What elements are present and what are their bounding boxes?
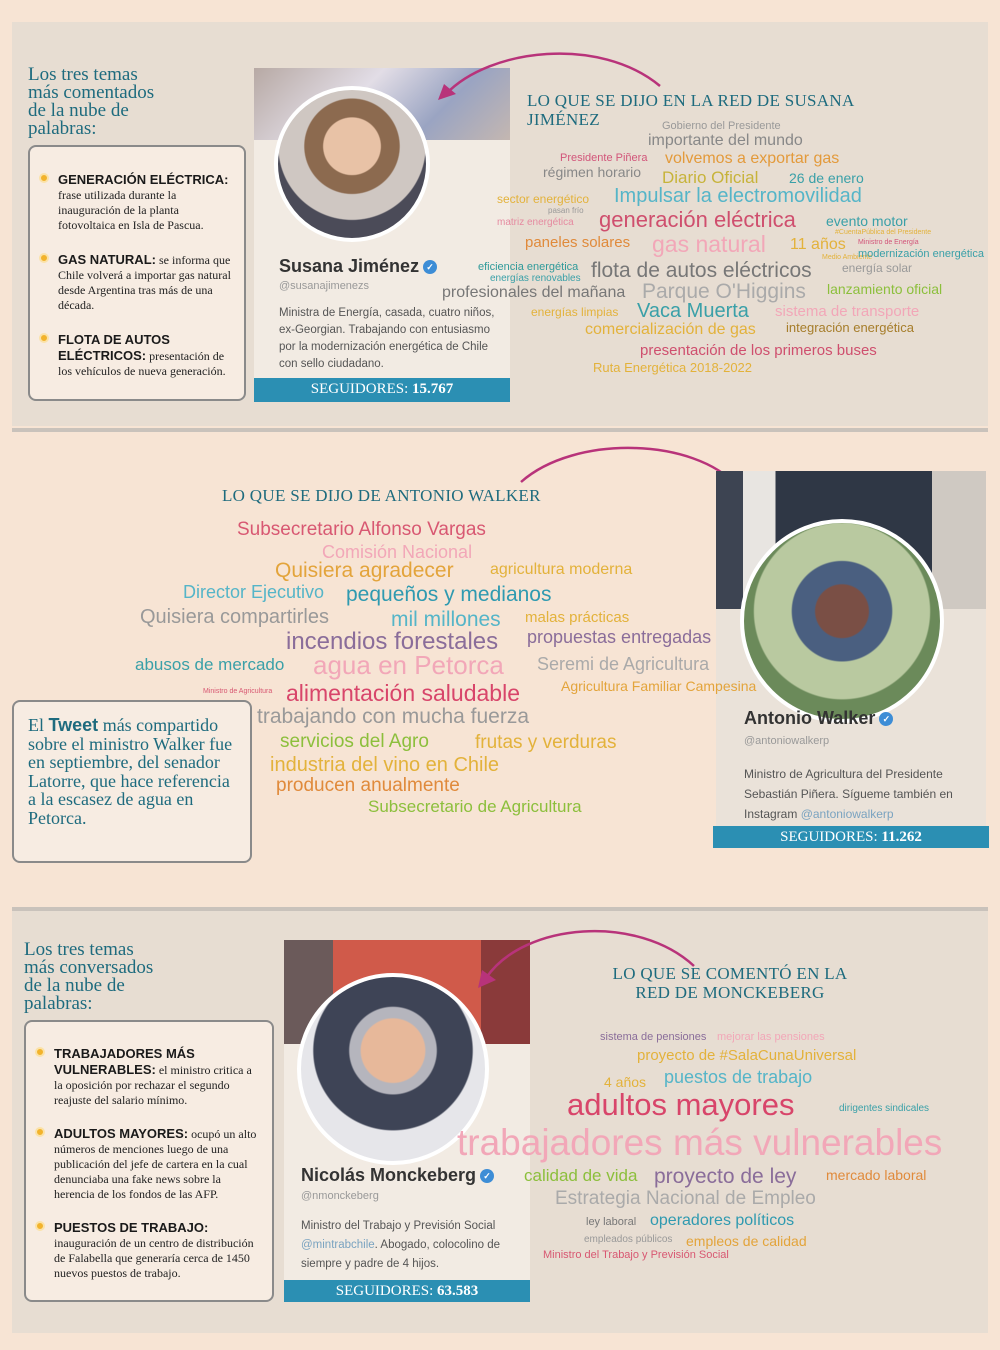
word: Impulsar la electromovilidad	[614, 185, 862, 207]
word: generación eléctrica	[599, 207, 796, 232]
word: proyecto de ley	[654, 1165, 797, 1188]
avatar	[740, 519, 944, 723]
word: Presidente Piñera	[560, 152, 648, 164]
word: Vaca Muerta	[637, 300, 749, 322]
word: Quisiera compartirles	[140, 606, 329, 628]
word: abusos de mercado	[135, 655, 285, 674]
avatar	[274, 86, 430, 242]
word: malas prácticas	[525, 609, 630, 626]
word: #CuentaPública del Presidente	[835, 229, 932, 236]
word: eficiencia energética	[478, 261, 579, 273]
word: evento motor	[826, 213, 908, 229]
word: Quisiera agradecer	[275, 559, 454, 582]
verified-icon: ✓	[423, 260, 437, 274]
word: pasan frío	[548, 206, 584, 215]
followers-bar: SEGUIDORES: 15.767	[254, 378, 510, 402]
word: flota de autos eléctricos	[591, 259, 812, 282]
word: lanzamiento oficial	[827, 281, 943, 297]
word: Estrategia Nacional de Empleo	[555, 1188, 816, 1209]
word: servicios del Agro	[280, 731, 429, 752]
section3-topics-box	[24, 1020, 274, 1302]
word: integración energética	[786, 320, 914, 335]
word: régimen horario	[543, 164, 642, 180]
bullet-icon	[35, 1047, 45, 1057]
bullet-icon	[35, 1127, 45, 1137]
verified-icon: ✓	[879, 712, 893, 726]
word: paneles solares	[525, 234, 631, 251]
verified-icon: ✓	[480, 1169, 494, 1183]
word: volvemos a exportar gas	[665, 150, 840, 167]
word: energías renovables	[490, 273, 581, 284]
word: Director Ejecutivo	[183, 582, 325, 602]
word: sector energético	[497, 192, 590, 206]
word: trabajadores más vulnerables	[457, 1122, 943, 1163]
word: trabajando con mucha fuerza	[257, 705, 530, 728]
profile-handle: @susanajimenezs	[279, 280, 370, 292]
bullet-icon	[39, 173, 49, 183]
followers-bar: SEGUIDORES: 11.262	[713, 826, 989, 848]
word: propuestas entregadas	[527, 627, 712, 647]
word: 4 años	[604, 1074, 647, 1090]
word: 11 años	[790, 236, 846, 253]
followers-bar: SEGUIDORES: 63.583	[284, 1280, 530, 1302]
word: producen anualmente	[276, 775, 460, 796]
word: Medio Ambiente	[822, 254, 873, 261]
profile-handle: @antoniowalkerp	[744, 735, 830, 747]
tweet-note-box: El Tweet más compartido sobre el ministro Walker fue en septiembre, del senador Latorre, que hace referencia a la escasez de agua en Petorca.	[12, 700, 252, 863]
profile-bio: Ministro de Agricultura del Presidente Sebastián Piñera. Sígueme también en Instagram @antoniowalkerp	[744, 767, 953, 821]
word: dirigentes sindicales	[839, 1103, 930, 1114]
word: Ministro de Agricultura	[203, 688, 273, 695]
word: industria del vino en Chile	[270, 754, 500, 776]
profile-card-susana	[254, 68, 510, 400]
word: Subsecretario de Agricultura	[368, 797, 582, 816]
word: sistema de pensiones	[600, 1031, 707, 1043]
word: Parque O'Higgins	[642, 280, 806, 303]
section2-cloud-title: LO QUE SE DIJO DE ANTONIO WALKER	[222, 486, 541, 505]
word: mejorar las pensiones	[717, 1031, 825, 1043]
topic-item: GENERACIÓN ELÉCTRICA: frase utilizada durante la inauguración de la planta fotovoltaica en Isla de Pascua.	[58, 172, 234, 233]
word: proyecto de #SalaCunaUniversal	[637, 1047, 857, 1064]
word: comercialización de gas	[585, 321, 756, 338]
word: energías limpias	[531, 305, 619, 319]
word: mil millones	[391, 608, 501, 631]
word: matriz energética	[497, 217, 574, 228]
word: agricultura moderna	[490, 561, 633, 578]
section1-cloud-title: LO QUE SE DIJO EN LA RED DE SUSANA JIMÉNEZ	[527, 91, 854, 129]
topic-item: TRABAJADORES MÁS VULNERABLES: el ministro critica a la oposición por rechazar el segundo reajuste del salario mínimo.	[54, 1046, 262, 1108]
word: energía solar	[842, 261, 913, 275]
word: Diario Oficial	[662, 168, 759, 187]
word: calidad de vida	[524, 1166, 638, 1185]
profile-handle: @nmonckeberg	[301, 1190, 379, 1202]
word: alimentación saludable	[286, 680, 520, 706]
word: Comisión Nacional	[322, 542, 473, 562]
word: agua en Petorca	[313, 650, 504, 680]
profile-name: Susana Jiménez ✓	[279, 256, 437, 277]
word: incendios forestales	[286, 628, 499, 655]
word: Seremi de Agricultura	[537, 654, 710, 674]
word: Subsecretario Alfonso Vargas	[237, 519, 486, 540]
word: Ministro del Trabajo y Previsión Social	[543, 1249, 729, 1261]
profile-name: Antonio Walker ✓	[744, 708, 893, 729]
bullet-icon	[35, 1221, 45, 1231]
word: Agricultura Familiar Campesina	[561, 678, 757, 694]
section1-topics-box	[28, 145, 246, 401]
section-divider	[12, 428, 988, 432]
profile-bio: Ministra de Energía, casada, cuatro niños, ex-Georgian. Trabajando con entusiasmo por la modernización energética de Chile con sello ciudadano.	[279, 307, 495, 370]
word: empleados públicos	[584, 1234, 673, 1245]
topic-item: PUESTOS DE TRABAJO: inauguración de un centro de distribución de Falabella que generaría cerca de 1450 nuevos puestos de trabajo.	[54, 1220, 262, 1281]
word: Gobierno del Presidente	[662, 120, 781, 132]
word: sistema de transporte	[775, 303, 920, 320]
section3-intro: Los tres temas más conversados de la nube de palabras:	[24, 939, 154, 1014]
topic-item: GAS NATURAL: se informa que Chile volverá a importar gas natural desde Argentina tras más de una década.	[58, 252, 234, 313]
word: mercado laboral	[826, 1167, 927, 1183]
word: puestos de trabajo	[664, 1067, 813, 1087]
section1-intro: Los tres temas más comentados de la nube de palabras:	[28, 64, 155, 139]
topic-item: ADULTOS MAYORES: ocupó un alto números de menciones luego de una publicación del jefe de cartera en la cual denunciaba una fake news sobre la herencia de los fondos de las AFP.	[54, 1126, 262, 1202]
word: profesionales del mañana	[442, 284, 626, 301]
word: pequeños y medianos	[346, 583, 552, 606]
word: frutas y verduras	[475, 732, 617, 753]
word: adultos mayores	[567, 1087, 795, 1122]
word: gas natural	[652, 231, 766, 257]
word: importante del mundo	[648, 132, 803, 149]
word: empleos de calidad	[686, 1233, 807, 1249]
word: modernización energética	[858, 248, 984, 260]
word: operadores políticos	[650, 1212, 795, 1229]
profile-name: Nicolás Monckeberg ✓	[301, 1165, 494, 1186]
bullet-icon	[39, 333, 49, 343]
word: Ruta Energética 2018-2022	[593, 360, 753, 375]
profile-bio: Ministro del Trabajo y Previsión Social @mintrabchile. Abogado, colocolino de siempre y padre de 4 hijos.	[301, 1220, 500, 1270]
topic-item: FLOTA DE AUTOS ELÉCTRICOS: presentación de los vehículos de nueva generación.	[58, 332, 234, 379]
profile-card-walker	[716, 471, 986, 833]
word: 26 de enero	[789, 170, 864, 186]
section3-cloud-title: LO QUE SE COMENTÓ EN LA RED DE MONCKEBERG	[612, 964, 848, 1002]
word: presentación de los primeros buses	[640, 342, 877, 359]
word: Ministro de Energía	[858, 239, 919, 246]
word: ley laboral	[586, 1216, 637, 1228]
bullet-icon	[39, 253, 49, 263]
